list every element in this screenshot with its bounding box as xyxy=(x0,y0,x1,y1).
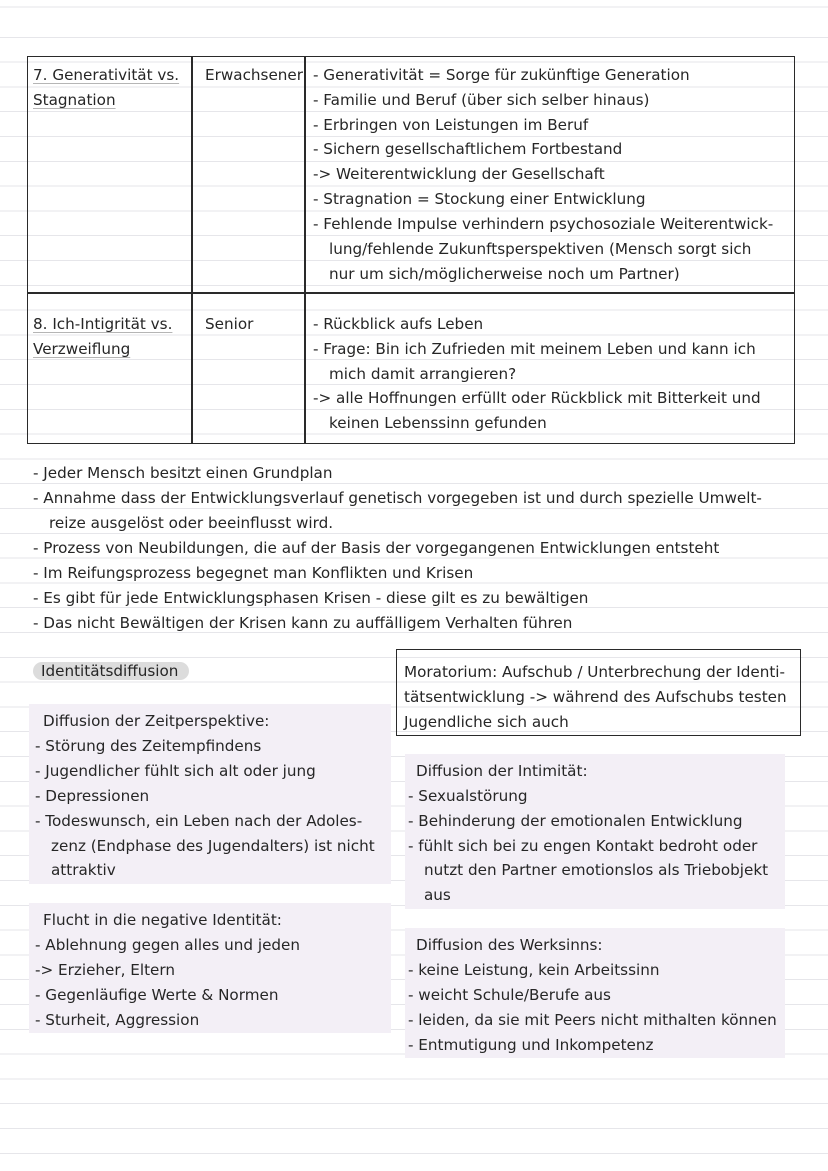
stage-desc-line: nur um sich/möglicherweise noch um Partner) xyxy=(329,265,680,283)
note-line: - Annahme dass der Entwicklungsverlauf genetisch vorgegeben ist und durch spezielle Umwelt- xyxy=(33,489,762,507)
stage-desc-line: - Stragnation = Stockung einer Entwicklung xyxy=(313,190,646,208)
negativ-item: - Sturheit, Aggression xyxy=(35,1011,200,1029)
table-row-divider xyxy=(27,292,795,294)
note-line: - Das nicht Bewältigen der Krisen kann zu auffälligem Verhalten führen xyxy=(33,614,573,632)
table-col-divider-1 xyxy=(191,56,193,444)
stage-age: Erwachsener xyxy=(205,66,304,84)
stage-title-continued: Verzweiflung xyxy=(33,340,131,358)
moratorium-line: Jugendliche sich auch xyxy=(404,713,569,731)
zeit-item: - Jugendlicher fühlt sich alt oder jung xyxy=(35,762,316,780)
werk-item: - weicht Schule/Berufe aus xyxy=(408,986,611,1004)
intim-item: - Behinderung der emotionalen Entwicklung xyxy=(408,812,743,830)
zeit-item: attraktiv xyxy=(51,861,116,879)
note-line: - Jeder Mensch besitzt einen Grundplan xyxy=(33,464,333,482)
stage-desc-line: - Rückblick aufs Leben xyxy=(313,315,484,333)
table-col-divider-2 xyxy=(304,56,306,444)
stage-desc-line: lung/fehlende Zukunftsperspektiven (Mensch sorgt sich xyxy=(329,240,752,258)
werk-item: - keine Leistung, kein Arbeitssinn xyxy=(408,961,660,979)
identity-heading: Identitätsdiffusion xyxy=(41,662,179,680)
zeit-item: - Depressionen xyxy=(35,787,150,805)
negativ-item: - Ablehnung gegen alles und jeden xyxy=(35,936,301,954)
stage-desc-line: - Frage: Bin ich Zufrieden mit meinem Leben und kann ich xyxy=(313,340,756,358)
stage-desc-line: - Fehlende Impulse verhindern psychosoziale Weiterentwick- xyxy=(313,215,774,233)
note-line: - Im Reifungsprozess begegnet man Konflikten und Krisen xyxy=(33,564,474,582)
negativ-item: -> Erzieher, Eltern xyxy=(35,961,175,979)
stage-title: 7. Generativität vs. xyxy=(33,66,180,84)
note-line: reize ausgelöst oder beeinflusst wird. xyxy=(49,514,334,532)
zeit-title: Diffusion der Zeitperspektive: xyxy=(43,712,270,730)
werk-item: - leiden, da sie mit Peers nicht mithalten können xyxy=(408,1011,777,1029)
intim-item: - Sexualstörung xyxy=(408,787,528,805)
stage-desc-line: - Generativität = Sorge für zukünftige Generation xyxy=(313,66,690,84)
stage-desc-line: - Sichern gesellschaftlichem Fortbestand xyxy=(313,140,623,158)
stage-title-continued: Stagnation xyxy=(33,91,116,109)
stage-age: Senior xyxy=(205,315,254,333)
intim-item: nutzt den Partner emotionslos als Triebobjekt xyxy=(424,861,769,879)
stage-desc-line: -> alle Hoffnungen erfüllt oder Rückblick mit Bitterkeit und xyxy=(313,389,761,407)
intim-title: Diffusion der Intimität: xyxy=(416,762,588,780)
negativ-item: - Gegenläufige Werte & Normen xyxy=(35,986,279,1004)
zeit-item: zenz (Endphase des Jugendalters) ist nicht xyxy=(51,837,375,855)
stage-desc-line: keinen Lebenssinn gefunden xyxy=(329,414,547,432)
stage-title: 8. Ich-Intigrität vs. xyxy=(33,315,173,333)
zeit-item: - Todeswunsch, ein Leben nach der Adoles- xyxy=(35,812,363,830)
intim-item: - fühlt sich bei zu engen Kontakt bedroht oder xyxy=(408,837,758,855)
werk-item: - Entmutigung und Inkompetenz xyxy=(408,1036,654,1054)
moratorium-line: Moratorium: Aufschub / Unterbrechung der Identi- xyxy=(404,663,785,681)
werk-title: Diffusion des Werksinns: xyxy=(416,936,603,954)
negativ-title: Flucht in die negative Identität: xyxy=(43,911,282,929)
stage-desc-line: -> Weiterentwicklung der Gesellschaft xyxy=(313,165,605,183)
zeit-item: - Störung des Zeitempfindens xyxy=(35,737,262,755)
note-line: - Es gibt für jede Entwicklungsphasen Krisen - diese gilt es zu bewältigen xyxy=(33,589,589,607)
intim-item: aus xyxy=(424,886,451,904)
stage-desc-line: - Erbringen von Leistungen im Beruf xyxy=(313,116,589,134)
stage-desc-line: - Familie und Beruf (über sich selber hinaus) xyxy=(313,91,650,109)
moratorium-line: tätsentwicklung -> während des Aufschubs testen xyxy=(404,688,787,706)
note-line: - Prozess von Neubildungen, die auf der Basis der vorgegangenen Entwicklungen entsteht xyxy=(33,539,720,557)
stage-desc-line: mich damit arrangieren? xyxy=(329,365,517,383)
